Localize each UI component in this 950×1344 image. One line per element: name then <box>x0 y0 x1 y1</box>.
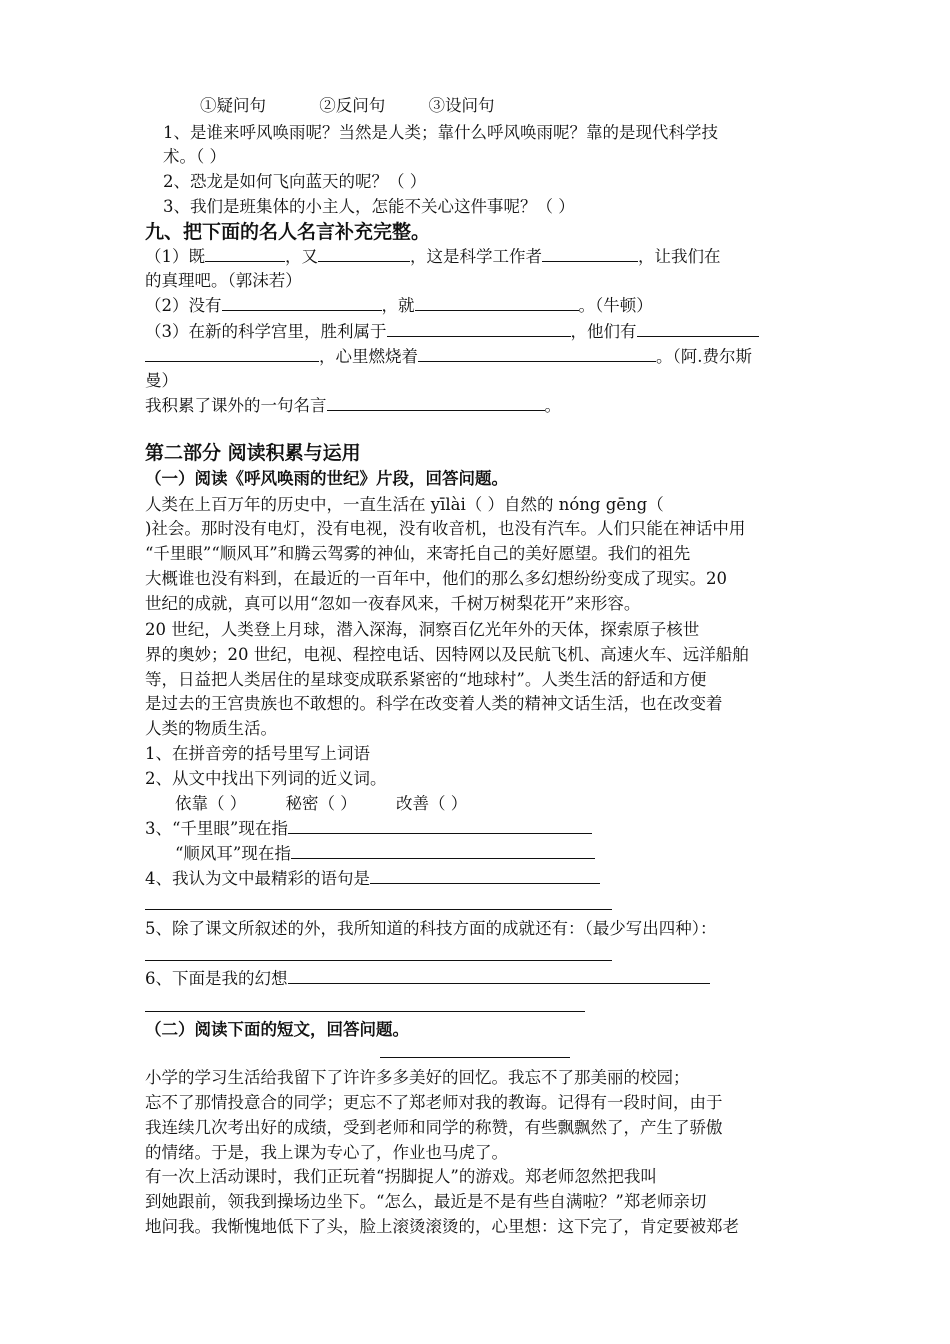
quote-line-5: ，心里燃烧着 。（阿.费尔斯 <box>145 345 752 369</box>
q9-title: 九、把下面的名人名言补充完整。 <box>145 221 431 243</box>
answer-line <box>145 909 612 910</box>
sentence-type-options <box>200 94 495 118</box>
passage-3-line: 我连续几次考出好的成绩，受到老师和同学的称赞，有些飘飘然了，产生了骄傲 <box>145 1118 723 1137</box>
option-2: ②反问句 <box>319 96 386 115</box>
option-3: ③设问句 <box>428 96 495 115</box>
word-2: 秘密（ ） <box>285 794 357 813</box>
quote-line-4: （3）在新的科学宫里，胜利属于 ，他们有 <box>145 320 759 344</box>
section-1-title: （一）阅读《呼风唤雨的世纪》片段，回答问题。 <box>145 469 508 488</box>
passage-4-line: 地问我。我惭愧地低下了头，脸上滚烫滚烫的，心里想：这下完了，肯定要被郑老 <box>145 1217 739 1236</box>
passage-2-line: 20 世纪，人类登上月球，潜入深海，洞察百亿光年外的天体，探索原子核世 <box>145 620 700 639</box>
question-6: 6、下面是我的幻想 <box>145 967 710 991</box>
title-blank <box>380 1057 570 1058</box>
passage-2-line: 是过去的王宫贵族也不敢想的。科学在改变着人类的精神文话生活，也在改变着 <box>145 694 723 713</box>
quote-line-2: 的真理吧。（郭沫若） <box>145 271 302 290</box>
question-3b: “顺风耳”现在指 <box>175 842 595 866</box>
passage-2-line: 人类的物质生活。 <box>145 719 277 738</box>
passage-2-line: 等，日益把人类居住的星球变成联系紧密的“地球村”。人类生活的舒适和方便 <box>145 670 707 689</box>
q8-item-2: 2、恐龙是如何飞向蓝天的呢？（ ） <box>163 172 427 191</box>
passage-3-line: 的情绪。于是，我上课为专心了，作业也马虎了。 <box>145 1143 508 1162</box>
section-2-title: （二）阅读下面的短文，回答问题。 <box>145 1020 409 1039</box>
answer-line <box>145 960 612 961</box>
question-3a: 3、“千里眼”现在指 <box>145 817 592 841</box>
part2-title: 第二部分 阅读积累与运用 <box>145 442 361 464</box>
question-4: 4、我认为文中最精彩的语句是 <box>145 867 600 891</box>
quote-line-1: （1）既 ，又 ，这是科学工作者 ，让我们在 <box>145 247 721 266</box>
quote-line-7: 我积累了课外的一句名言 。 <box>145 396 561 415</box>
passage-4-line: 有一次上活动课时，我们正玩着“拐脚捉人”的游戏。郑老师忽然把我叫 <box>145 1167 657 1186</box>
word-3: 改善（ ） <box>396 794 468 813</box>
answer-line <box>145 1011 585 1012</box>
question-5: 5、除了课文所叙述的外，我所知道的科技方面的成就还有：（最少写出四种）： <box>145 919 717 938</box>
passage-1-line: 世纪的成就，真可以用“忽如一夜春风来，千树万树梨花开”来形容。 <box>145 594 641 613</box>
quote-line-3: （2）没有 ，就 。（牛顿） <box>145 296 653 315</box>
passage-4-line: 到她跟前，领我到操场边坐下。“怎么，最近是不是有些自满啦？”郑老师亲切 <box>145 1192 707 1211</box>
option-1: ①疑问句 <box>200 96 266 115</box>
synonym-words <box>175 792 467 816</box>
q8-item-1: 1、是谁来呼风唤雨呢？当然是人类；靠什么呼风唤雨呢？靠的是现代科学技 <box>163 123 718 142</box>
quote-line-6: 曼） <box>145 371 178 390</box>
question-2: 2、从文中找出下列词的近义词。 <box>145 769 387 788</box>
q8-item-3: 3、我们是班集体的小主人，怎能不关心这件事呢？（ ） <box>163 197 575 216</box>
passage-1-line: )社会。那时没有电灯，没有电视，没有收音机，也没有汽车。人们只能在神话中用 <box>145 519 746 538</box>
passage-2-line: 界的奥妙；20 世纪，电视、程控电话、因特网以及民航飞机、高速火车、远洋船舶 <box>145 645 749 664</box>
passage-1-line: 人类在上百万年的历史中，一直生活在 yīlài（ ）自然的 nóng gēng（ <box>145 495 664 514</box>
passage-1-line: “千里眼”“顺风耳”和腾云驾雾的神仙，来寄托自己的美好愿望。我们的祖先 <box>145 544 691 563</box>
passage-3-line: 忘不了那情投意合的同学；更忘不了郑老师对我的教诲。记得有一段时间，由于 <box>145 1093 723 1112</box>
word-1: 依靠（ ） <box>175 794 247 813</box>
passage-1-line: 大概谁也没有料到，在最近的一百年中，他们的那么多幻想纷纷变成了现实。20 <box>145 569 727 588</box>
question-1: 1、在拼音旁的括号里写上词语 <box>145 744 370 763</box>
q8-item-1-cont: 术。（ ） <box>163 147 226 166</box>
passage-3-line: 小学的学习生活给我留下了许许多多美好的回忆。我忘不了那美丽的校园； <box>145 1068 690 1087</box>
